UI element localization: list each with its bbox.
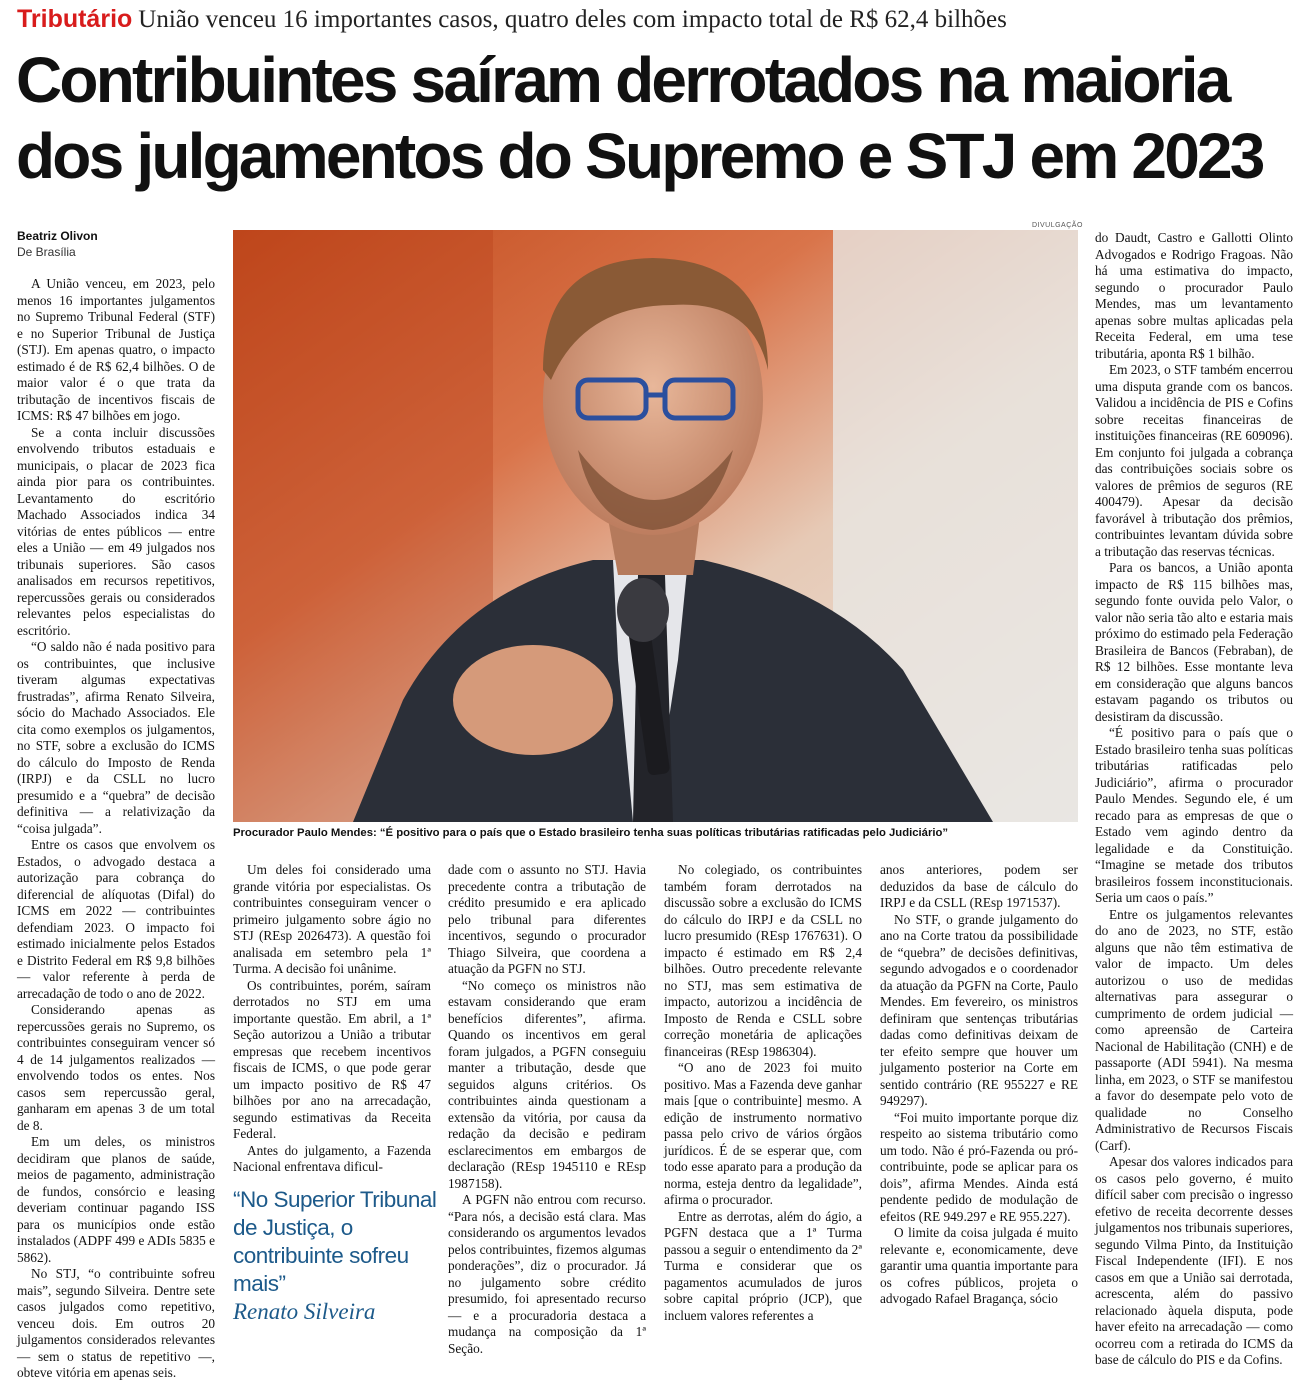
paragraph: Se a conta incluir discussões envolvendo tributos estaduais e municipais, o placar de 2023 fica ainda pior para os contribuintes. Levantamento do escritório Machado Associados indica 34 vitórias de entes públicos — entre eles a União — em 49 julgados nos tribunais superiores. São casos analisados em recursos repetitivos, repercussões gerais ou considerados relevantes pelos especialistas do escritório. <box>17 424 215 638</box>
pull-quote <box>233 1186 438 1326</box>
paragraph: “No começo os ministros não estavam considerando que eram benefícios diferentes”, afirma. Quando os incentivos em geral foram julgados, a PGFN conseguiu manter a tributação, desde que seguidos alguns critérios. Os contribuintes ainda questionam a extensão da vitória, por causa da redação da decisão e pediram esclarecimentos em embargos de declaração (REsp 1945110 e REsp 1987158). <box>448 977 646 1191</box>
headline-line-1: Contribuintes saíram derrotados na maioria <box>16 44 1229 116</box>
paragraph: “Foi muito importante porque diz respeito ao sistema tributário como um todo. Não é pró-Fazenda ou pró-contribuinte, pode se aplicar para os dois”, afirma Mendes. Ainda está pendente pedido de modulação de efeitos (RE 949.297 e RE 955.227). <box>880 1109 1078 1224</box>
paragraph: Para os bancos, a União aponta impacto de R$ 115 bilhões mas, segundo fonte ouvida pelo Valor, o valor não seria tão alto e estaria mais próximo do estimado pela Federação Brasileira de Bancos (Febraban), de R$ 12 bilhões. Esse montante leva em consideração que alguns bancos estavam pagando os tributos ou desistiram da discussão. <box>1095 560 1293 724</box>
kicker-subtitle: União venceu 16 importantes casos, quatro deles com impacto total de R$ 62,4 bilhões <box>138 6 1007 33</box>
paragraph: No STJ, “o contribuinte sofreu mais”, segundo Silveira. Dentre sete casos julgados como repetitivo, venceu dois. Em outros 20 julgamentos considerados relevantes — sem o status de repetitivo —, obteve vitória em apenas seis. <box>17 1266 215 1380</box>
article-column-5 <box>880 862 1078 1336</box>
article-column-4 <box>664 862 862 1336</box>
author-location: De Brasília <box>17 245 76 259</box>
paragraph: Apesar dos valores indicados para os casos pelo governo, é muito difícil saber com precisão o ingresso efetivo de receita decorrente desses julgamentos nos tribunais superiores, segundo Vilma Pinto, da Instituição Fiscal Independente (IFI). E nos casos em que a União sai derrotada, acrescenta, além do passivo relacionado àquela disputa, pode haver efeito na arrecadação — como ocorreu com a retirada do ICMS da base de cálculo do PIS e da Cofins. <box>1095 1154 1293 1367</box>
paragraph: Em 2023, o STF também encerrou uma disputa grande com os bancos. Validou a incidência de PIS e Cofins sobre receitas financeiras de instituições financeiras (RE 609096). Em conjunto foi julgada a cobrança das contribuições sociais sobre os valores de prêmios de seguros (RE 400479). Apesar da decisão favorável à tributação dos prêmios, contribuintes levantam dúvida sobre a tributação das reservas técnicas. <box>1095 362 1293 559</box>
paragraph: Em um deles, os ministros decidiram que planos de saúde, meios de pagamento, administração de fundos, consórcio e leasing deveriam continuar pagando ISS para os municípios onde estão instalados (ADPF 499 e ADIs 5835 e 5862). <box>17 1134 215 1265</box>
section-label: Tributário <box>17 5 133 33</box>
pull-quote-text: “No Superior Tribunal de Justiça, o contribuinte sofreu mais” <box>233 1187 437 1296</box>
paragraph: Entre os casos que envolvem os Estados, o advogado destaca a autorização para cobrança do diferencial de alíquotas (Difal) do ICMS em 2022 — contribuintes defendiam 2023. O impacto foi estimado inicialmente pelos Estados e Distrito Federal em R$ 9,8 bilhões — valor referente à perda de arrecadação de todo o ano de 2022. <box>17 837 215 1001</box>
headline <box>16 42 1296 194</box>
article-column-1 <box>17 276 215 1380</box>
paragraph: O limite da coisa julgada é muito relevante e, economicamente, deve garantir uma quantia importante para os cofres públicos, projeta o advogado Rafael Bragança, sócio <box>880 1225 1078 1306</box>
author-name: Beatriz Olivon <box>17 229 98 243</box>
paragraph: Entre as derrotas, além do ágio, a PGFN destaca que a 1ª Turma passou a seguir o entendimento da 2ª Turma e considerar que os pagamentos acumulados de juros sobre capital próprio (JCP), que incluem valores referentes a <box>664 1208 862 1323</box>
pull-quote-attribution: Renato Silveira <box>233 1299 376 1324</box>
paragraph: No STF, o grande julgamento do ano na Corte tratou da possibilidade de “quebra” de decisões definitivas, segundo advogados e o coordenador da atuação da PGFN na Corte, Paulo Mendes. Em fevereiro, os ministros definiram que sentenças tributárias dadas como definitivas deixam de ter efeito sempre que houver um julgamento posterior na Corte em sentido contrário (RE 955227 e RE 949297). <box>880 911 1078 1108</box>
paragraph: Um deles foi considerado uma grande vitória por especialistas. Os contribuintes conseguiram vencer o primeiro julgamento sobre ágio no STJ (REsp 2026473). A questão foi analisada em setembro pela 1ª Turma. A decisão foi unânime. <box>233 862 431 976</box>
paragraph: “É positivo para o país que o Estado brasileiro tenha suas políticas tributárias ratificadas pelo Judiciário”, afirma o procurador Paulo Mendes. Segundo ele, é um recado para as empresas de que o Estado vem agindo dentro da legalidade e da Constituição. “Imagine se metade dos tributos brasileiros fossem inconstitucionais. Seria um caos o país.” <box>1095 725 1293 905</box>
paragraph: do Daudt, Castro e Gallotti Olinto Advogados e Rodrigo Fragoas. Não há uma estimativa do impacto, segundo o procurador Paulo Mendes, mas um levantamento apenas sobre multas aplicadas pela Receita Federal, em uma tese tributária, aponta R$ 1 bilhão. <box>1095 230 1293 361</box>
paragraph: Antes do julgamento, a Fazenda Nacional enfrentava dificul- <box>233 1142 431 1174</box>
paragraph: “O saldo não é nada positivo para os contribuintes, que inclusive tiveram algumas expectativas frustradas”, afirma Renato Silveira, sócio do Machado Associados. Ele cita como exemplos os julgamentos, no STF, sobre a exclusão do ICMS do cálculo do Imposto de Renda (IRPJ) e da CSLL no lucro presumido e a “quebra” de decisão definitiva — a relativização da “coisa julgada”. <box>17 639 215 836</box>
article-column-3 <box>448 862 646 1356</box>
byline <box>17 228 98 260</box>
portrait-illustration <box>233 230 1078 822</box>
paragraph: “O ano de 2023 foi muito positivo. Mas a Fazenda deve ganhar mais [que o contribuinte] mesmo. A edição de instrumento normativo passa pelo crivo de vários órgãos jurídicos. É de se esperar que, com todo esse aparato para a produção da norma, esteja dentro da legalidade”, afirma o procurador. <box>664 1060 862 1207</box>
paragraph: No colegiado, os contribuintes também foram derrotados na discussão sobre a exclusão do ICMS do cálculo do IRPJ e da CSLL no lucro presumido (REsp 1767631). O impacto é estimado em R$ 2,4 bilhões. Outro precedente relevante no STJ, mas sem estimativa de impacto, autorizou a incidência de Imposto de Renda e CSLL sobre correção monetária de aplicações financeiras (REsp 1986304). <box>664 862 862 1059</box>
photo-credit: DIVULGAÇÃO <box>1032 222 1083 229</box>
article-column-2 <box>233 862 431 1180</box>
photo-caption: Procurador Paulo Mendes: “É positivo para o país que o Estado brasileiro tenha suas políticas tributárias ratificadas pelo Judiciário” <box>233 827 949 839</box>
paragraph: anos anteriores, podem ser deduzidos da base de cálculo do IRPJ e da CSLL (REsp 1971537). <box>880 862 1078 910</box>
article-column-6 <box>1095 230 1293 1367</box>
photo <box>233 230 1078 822</box>
paragraph: A PGFN não entrou com recurso. “Para nós, a decisão está clara. Mas considerando os argumentos levados pelos contribuintes, fizemos algumas ponderações”, diz o procurador. Já no julgamento sobre crédito presumido, foi apresentado recurso — e a procuradoria destaca a mudança na composição da 1ª Seção. <box>448 1192 646 1356</box>
paragraph: Considerando apenas as repercussões gerais no Supremo, os contribuintes conseguiram vencer só 4 de 14 julgamentos realizados — envolvendo todos os entes. Nos casos sem repercussão geral, ganharam em apenas 3 de um total de 8. <box>17 1002 215 1133</box>
paragraph: Entre os julgamentos relevantes do ano de 2023, no STF, estão alguns que não têm estimativa de valor de impacto. Um deles autorizou o uso de medidas alternativas para assegurar o cumprimento de ordem judicial — como apreensão de Carteira Nacional de Habilitação (CNH) e de passaporte (ADI 5941). Na mesma linha, em 2023, o STF se manifestou a favor do desempate pelo voto de qualidade no Conselho Administrativo de Recursos Fiscais (Carf). <box>1095 906 1293 1153</box>
paragraph: Os contribuintes, porém, saíram derrotados no STJ em uma importante questão. Em abril, a 1ª Seção autorizou a União a tributar empresas que recebem incentivos fiscais de ICMS, o que pode gerar um impacto positivo de R$ 47 bilhões por ano na arrecadação, segundo estimativas da Receita Federal. <box>233 977 431 1141</box>
paragraph: A União venceu, em 2023, pelo menos 16 importantes julgamentos no Supremo Tribunal Federal (STF) e no Superior Tribunal de Justiça (STJ). Em apenas quatro, o impacto estimado é de R$ 62,4 bilhões. O de maior valor é o que trata da tributação de incentivos fiscais de ICMS: R$ 47 bilhões em jogo. <box>17 276 215 423</box>
paragraph: dade com o assunto no STJ. Havia precedente contra a tributação de crédito presumido e era aplicado pelo tribunal para diferentes incentivos, segundo o procurador Thiago Silveira, que coordena a atuação da PGFN no STJ. <box>448 862 646 976</box>
headline-line-2: dos julgamentos do Supremo e STJ em 2023 <box>16 120 1263 192</box>
kicker <box>17 4 1292 34</box>
